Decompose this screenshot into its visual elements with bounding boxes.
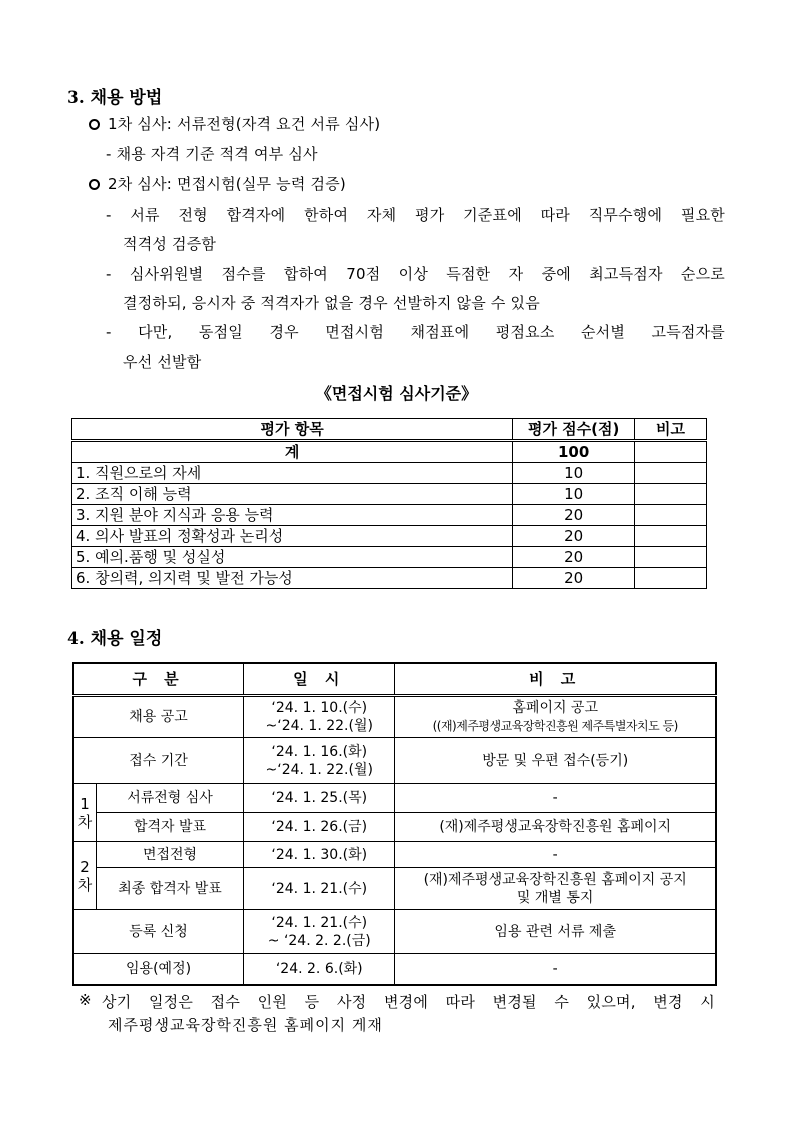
criteria-note bbox=[635, 463, 707, 484]
schedule-header-category: 구 분 bbox=[73, 663, 244, 696]
section-4-heading: 4. 채용 일정 bbox=[67, 629, 163, 649]
schedule-note-line2: ((재)제주평생교육장학진흥원 제주특별자치도 등) bbox=[432, 719, 678, 733]
schedule-note: - bbox=[395, 954, 716, 985]
criteria-total-row bbox=[72, 441, 707, 463]
schedule-note: (재)제주평생교육장학진흥원 홈페이지 bbox=[395, 813, 716, 842]
schedule-note: - bbox=[395, 784, 716, 813]
table-row bbox=[72, 505, 707, 526]
schedule-date bbox=[244, 910, 395, 954]
section-3-heading: 3. 채용 방법 bbox=[67, 88, 163, 108]
criteria-item: 1. 직원으로의 자세 bbox=[72, 463, 513, 484]
schedule-note: - bbox=[395, 842, 716, 868]
criteria-table-title: 《면접시험 심사기준》 bbox=[315, 384, 478, 403]
criteria-table bbox=[71, 418, 707, 589]
circle-bullet-icon bbox=[89, 119, 100, 130]
second-stage-item-2-line2: 결정하되, 응시자 중 적격자가 없을 경우 선발하지 않을 수 있음 bbox=[123, 294, 540, 312]
table-row bbox=[72, 547, 707, 568]
schedule-date-start: ‘24. 1. 16.(화) bbox=[271, 743, 368, 760]
schedule-note bbox=[395, 696, 716, 738]
schedule-label: 임용(예정) bbox=[73, 954, 244, 985]
footnote-mark: ※ bbox=[79, 991, 92, 1009]
criteria-item: 4. 의사 발표의 정확성과 논리성 bbox=[72, 526, 513, 547]
criteria-note bbox=[635, 484, 707, 505]
schedule-header-note: 비 고 bbox=[395, 663, 716, 696]
criteria-note bbox=[635, 505, 707, 526]
second-stage-item-3-line2: 우선 선발함 bbox=[123, 353, 202, 371]
schedule-stage-1: 1 차 bbox=[73, 784, 96, 842]
criteria-header-score: 평가 점수(점) bbox=[513, 419, 635, 441]
criteria-item: 6. 창의력, 의지력 및 발전 가능성 bbox=[72, 568, 513, 589]
schedule-header-row bbox=[73, 663, 716, 696]
schedule-date-end: ~‘24. 1. 22.(월) bbox=[265, 718, 373, 734]
first-stage-title bbox=[89, 113, 380, 134]
criteria-score: 10 bbox=[513, 463, 635, 484]
table-row bbox=[73, 842, 716, 868]
first-stage-item: - 채용 자격 기준 적격 여부 심사 bbox=[106, 145, 318, 163]
table-row bbox=[73, 910, 716, 954]
table-row bbox=[73, 813, 716, 842]
criteria-item: 2. 조직 이해 능력 bbox=[72, 484, 513, 505]
schedule-date-start: ‘24. 1. 10.(수) bbox=[271, 700, 368, 716]
criteria-item: 3. 지원 분야 지식과 응용 능력 bbox=[72, 505, 513, 526]
schedule-note-line1: (재)제주평생교육장학진흥원 홈페이지 공지 bbox=[423, 871, 687, 888]
schedule-note-line2: 및 개별 통지 bbox=[516, 889, 594, 906]
criteria-score: 20 bbox=[513, 547, 635, 568]
schedule-label: 면접전형 bbox=[96, 842, 243, 868]
second-stage-item-3-line1: - 다만, 동점일 경우 면접시험 채점표에 평점요소 순서별 고득점자를 bbox=[106, 323, 725, 341]
schedule-date: ‘24. 1. 21.(수) bbox=[244, 868, 395, 910]
second-stage-title-text: 2차 심사: 면접시험(실무 능력 검증) bbox=[108, 175, 346, 193]
schedule-date-start: ‘24. 1. 21.(수) bbox=[271, 914, 368, 931]
second-stage-item-1-line2: 적격성 검증함 bbox=[123, 235, 217, 253]
criteria-total-score: 100 bbox=[513, 441, 635, 463]
schedule-date bbox=[244, 738, 395, 784]
criteria-total-note bbox=[635, 441, 707, 463]
schedule-label: 등록 신청 bbox=[73, 910, 244, 954]
criteria-note bbox=[635, 547, 707, 568]
schedule-date: ‘24. 2. 6.(화) bbox=[244, 954, 395, 985]
table-row bbox=[73, 738, 716, 784]
schedule-date-end: ~ ‘24. 2. 2.(금) bbox=[267, 932, 371, 949]
schedule-label: 최종 합격자 발표 bbox=[96, 868, 243, 910]
table-row bbox=[73, 954, 716, 985]
schedule-label: 채용 공고 bbox=[73, 696, 244, 738]
schedule-table bbox=[72, 662, 717, 986]
criteria-header-item: 평가 항목 bbox=[72, 419, 513, 441]
table-row bbox=[72, 484, 707, 505]
footnote-line1: 상기 일정은 접수 인원 등 사정 변경에 따라 변경될 수 있으며, 변경 시 bbox=[102, 993, 715, 1011]
criteria-score: 20 bbox=[513, 505, 635, 526]
circle-bullet-icon bbox=[89, 179, 100, 190]
second-stage-item-1-line1: - 서류 전형 합격자에 한하여 자체 평가 기준표에 따라 직무수행에 필요한 bbox=[106, 206, 725, 224]
schedule-label: 서류전형 심사 bbox=[96, 784, 243, 813]
criteria-score: 10 bbox=[513, 484, 635, 505]
criteria-score: 20 bbox=[513, 568, 635, 589]
criteria-header-note: 비고 bbox=[635, 419, 707, 441]
criteria-score: 20 bbox=[513, 526, 635, 547]
second-stage-title bbox=[89, 173, 346, 194]
schedule-date-end: ~‘24. 1. 22.(월) bbox=[265, 761, 373, 778]
table-row bbox=[72, 568, 707, 589]
first-stage-title-text: 1차 심사: 서류전형(자격 요건 서류 심사) bbox=[108, 115, 381, 133]
schedule-header-date: 일 시 bbox=[244, 663, 395, 696]
table-row bbox=[73, 784, 716, 813]
schedule-date: ‘24. 1. 26.(금) bbox=[244, 813, 395, 842]
table-row bbox=[73, 868, 716, 910]
schedule-date: ‘24. 1. 30.(화) bbox=[244, 842, 395, 868]
table-row bbox=[72, 526, 707, 547]
schedule-note: 임용 관련 서류 제출 bbox=[395, 910, 716, 954]
schedule-date bbox=[244, 696, 395, 738]
schedule-note-line1: 홈페이지 공고 bbox=[512, 700, 598, 716]
second-stage-item-2-line1: - 심사위원별 점수를 합하여 70점 이상 득점한 자 중에 최고득점자 순으로 bbox=[106, 265, 725, 283]
schedule-stage-2: 2 차 bbox=[73, 842, 96, 910]
schedule-note bbox=[395, 868, 716, 910]
criteria-total-label: 계 bbox=[72, 441, 513, 463]
schedule-label: 접수 기간 bbox=[73, 738, 244, 784]
criteria-header-row bbox=[72, 419, 707, 441]
table-row bbox=[72, 463, 707, 484]
footnote-line2: 제주평생교육장학진흥원 홈페이지 게재 bbox=[108, 1016, 383, 1034]
schedule-label: 합격자 발표 bbox=[96, 813, 243, 842]
table-row bbox=[73, 696, 716, 738]
criteria-note bbox=[635, 568, 707, 589]
criteria-note bbox=[635, 526, 707, 547]
schedule-note: 방문 및 우편 접수(등기) bbox=[395, 738, 716, 784]
criteria-item: 5. 예의.품행 및 성실성 bbox=[72, 547, 513, 568]
schedule-date: ‘24. 1. 25.(목) bbox=[244, 784, 395, 813]
